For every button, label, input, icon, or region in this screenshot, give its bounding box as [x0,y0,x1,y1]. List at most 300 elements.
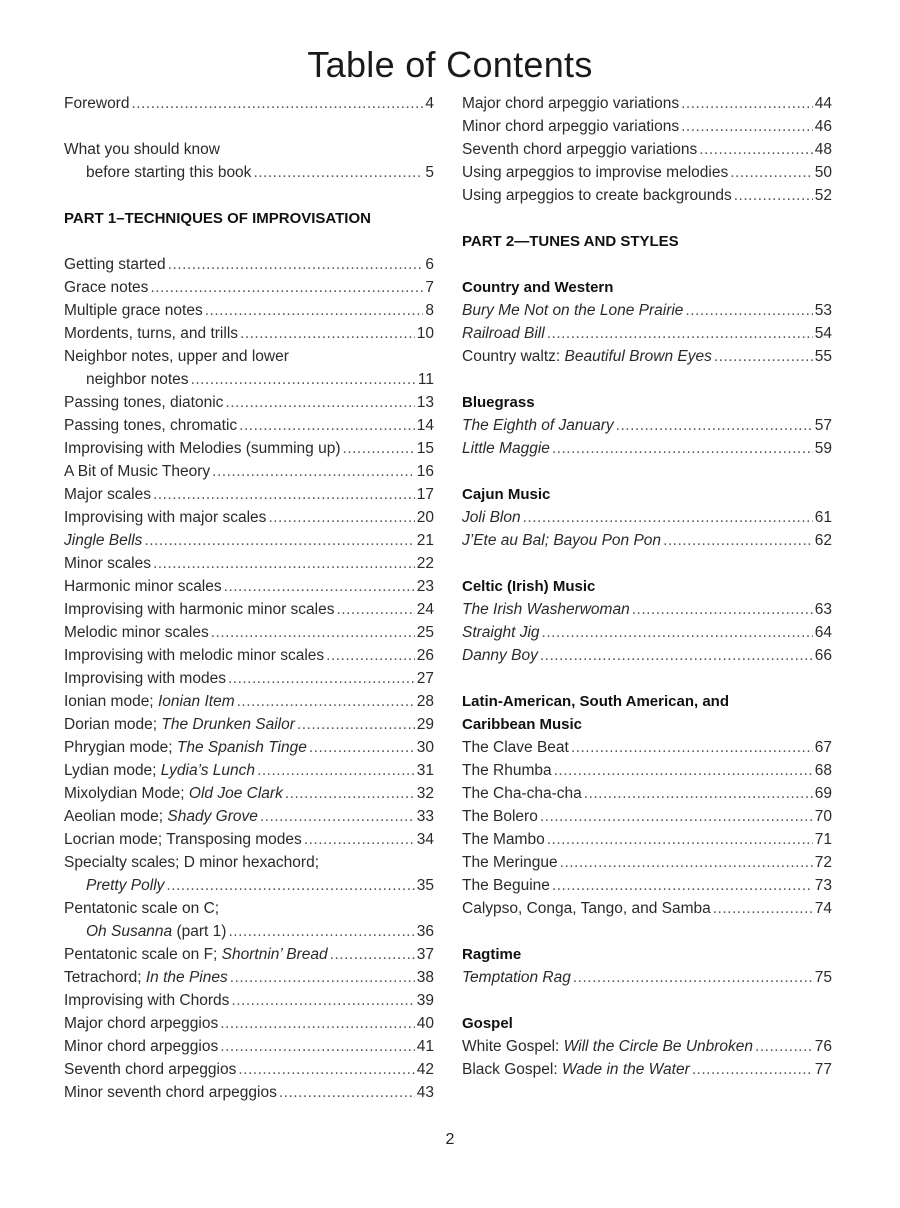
toc-entry-title: Phrygian mode; The Spanish Tinge [64,739,307,756]
dot-leader [571,736,813,759]
toc-entry[interactable] [64,966,434,989]
toc-page-number: 77 [814,1061,832,1078]
toc-entry[interactable] [462,1035,832,1058]
toc-entry-title [462,644,538,667]
toc-entry[interactable] [64,299,434,322]
toc-entry[interactable] [462,851,832,874]
toc-entry-text: What you should know [64,141,220,158]
toc-page-number: 43 [416,1084,434,1101]
dot-leader [547,828,813,851]
dot-leader [554,759,813,782]
toc-spacer [462,253,832,276]
toc-entry[interactable] [462,529,832,552]
toc-page-number: 15 [416,440,434,457]
page-title: Table of Contents [307,44,593,85]
toc-section-heading: Gospel [462,1015,513,1032]
toc-entry-title: A Bit of Music Theory [64,463,211,480]
dot-leader [540,805,813,828]
toc-page-number: 63 [814,601,832,618]
toc-entry[interactable] [462,759,832,782]
toc-entry-title: Seventh chord arpeggio variations [462,141,698,158]
toc-entry-title: The Rhumba [462,762,552,779]
dot-leader [225,391,414,414]
toc-entry-title [462,529,661,552]
toc-entry-title: The Meringue [462,854,558,871]
toc-entry-title: Minor seventh chord arpeggios [64,1084,277,1101]
toc-page-number: 24 [416,601,434,618]
toc-page-number: 38 [416,969,434,986]
toc-page-number: 29 [416,716,434,733]
dot-leader [540,644,813,667]
toc-entry[interactable] [64,575,434,598]
toc-entry[interactable] [462,644,832,667]
toc-entry[interactable] [64,667,434,690]
toc-entry[interactable] [64,874,434,897]
toc-page-number: 40 [416,1015,434,1032]
toc-entry-tune-title: Shady Grove [167,808,258,825]
toc-entry-title: Black Gospel: Wade in the Water [462,1061,690,1078]
toc-entry-title: Foreword [64,95,130,112]
toc-entry[interactable] [462,345,832,368]
toc-entry-title: Passing tones, diatonic [64,394,224,411]
toc-page-number: 28 [416,693,434,710]
toc-page-number: 27 [416,670,434,687]
dot-leader [681,92,813,115]
toc-entry[interactable] [64,1081,434,1104]
dot-leader [228,920,414,943]
toc-spacer [462,667,832,690]
toc-page-number: 16 [416,463,434,480]
toc-page-number: 10 [416,325,434,342]
toc-entry-title [462,322,545,345]
toc-entry-title: White Gospel: Will the Circle Be Unbroken [462,1038,754,1055]
toc-entry-tune-title: Joli Blon [462,509,521,526]
toc-page-number: 30 [416,739,434,756]
toc-page-number: 6 [425,256,434,273]
toc-entry-title [462,299,683,322]
toc-entry[interactable] [64,690,434,713]
toc-entry[interactable] [462,414,832,437]
toc-page-number: 8 [425,302,434,319]
toc-page-number: 31 [416,762,434,779]
toc-entry-title: Getting started [64,256,166,273]
toc-page-number: 13 [416,394,434,411]
toc-entry[interactable] [462,161,832,184]
toc-entry-title [462,506,521,529]
toc-entry[interactable] [64,920,434,943]
toc-entry[interactable] [462,506,832,529]
toc-page-number: 50 [814,164,832,181]
toc-section-heading: Cajun Music [462,486,551,503]
dot-leader [523,506,813,529]
toc-page-number: 59 [814,440,832,457]
dot-leader [131,92,423,115]
toc-page-number: 17 [416,486,434,503]
toc-page-number: 75 [814,969,832,986]
toc-page-number: 7 [425,279,434,296]
toc-page-number: 74 [814,900,832,917]
toc-entry[interactable] [64,92,434,115]
dot-leader [153,483,415,506]
toc-entry-title: Harmonic minor scales [64,578,222,595]
dot-leader [238,1058,414,1081]
dot-leader [336,598,414,621]
toc-entry-title: Using arpeggios to create backgrounds [462,187,732,204]
toc-entry-tune-title: Bury Me Not on the Lone Prairie [462,302,684,319]
toc-entry-title: Improvising with major scales [64,509,267,526]
toc-entry[interactable] [462,598,832,621]
toc-entry-title: The Mambo [462,831,545,848]
toc-page-number: 53 [814,302,832,319]
dot-leader [685,299,812,322]
toc-entry-title: Lydian mode; Lydia’s Lunch [64,762,256,779]
toc-page-number: 55 [814,348,832,365]
toc-entry[interactable] [64,759,434,782]
toc-page-number: 61 [814,509,832,526]
toc-section-heading: Caribbean Music [462,716,583,733]
toc-entry-title: Calypso, Conga, Tango, and Samba [462,900,711,917]
toc-entry-title: Country waltz: Beautiful Brown Eyes [462,348,712,365]
dot-leader [211,621,415,644]
toc-page-number: 46 [814,118,832,135]
toc-page-number: 62 [814,532,832,549]
toc-entry-text: Pentatonic scale on C; [64,900,220,917]
toc-page-number: 57 [814,417,832,434]
toc-page-number: 42 [416,1061,434,1078]
toc-page-number: 23 [416,578,434,595]
toc-page-number: 14 [416,417,434,434]
toc-entry[interactable] [462,805,832,828]
dot-leader [253,161,423,184]
dot-leader [205,299,424,322]
toc-spacer [64,184,434,207]
page-number: 2 [445,1131,455,1148]
dot-leader [260,805,415,828]
dot-leader [237,690,415,713]
toc-page-number: 20 [416,509,434,526]
dot-leader [552,874,813,897]
toc-page-number: 64 [814,624,832,641]
toc-entry[interactable] [64,322,434,345]
toc-entry-tune-title: The Drunken Sailor [161,716,295,733]
toc-page-number: 26 [416,647,434,664]
toc-page-number: 36 [416,923,434,940]
dot-leader [239,414,415,437]
toc-entry-tune-title: Straight Jig [462,624,540,641]
toc-entry[interactable] [64,598,434,621]
toc-page-number: 25 [416,624,434,641]
dot-leader [713,897,813,920]
toc-spacer [462,460,832,483]
toc-page-number: 44 [814,95,832,112]
dot-leader [230,966,415,989]
toc-entry-text: Neighbor notes, upper and lower [64,348,289,365]
toc-entry[interactable] [462,92,832,115]
toc-entry-title: before starting this book [86,164,252,181]
toc-entry[interactable] [64,483,434,506]
toc-entry[interactable] [462,1058,832,1081]
toc-entry-tune-title: Will the Circle Be Unbroken [563,1038,754,1055]
toc-spacer [64,115,434,138]
toc-entry[interactable] [462,184,832,207]
toc-entry-tune-title: The Eighth of January [462,417,614,434]
dot-leader [755,1035,813,1058]
toc-entry-title: The Beguine [462,877,550,894]
dot-leader [699,138,813,161]
toc-entry-text: Specialty scales; D minor hexachord; [64,854,320,871]
toc-entry-tune-title: Wade in the Water [561,1061,690,1078]
dot-leader [224,575,415,598]
dot-leader [560,851,813,874]
toc-entry-title [462,414,614,437]
toc-page-number: 73 [814,877,832,894]
toc-section-heading: Latin-American, South American, and [462,693,729,710]
toc-entry-title: Improvising with harmonic minor scales [64,601,335,618]
toc-entry[interactable] [64,805,434,828]
dot-leader [191,368,416,391]
toc-left-column [64,92,434,1104]
toc-entry-tune-title: Lydia’s Lunch [160,762,256,779]
toc-section-heading: Country and Western [462,279,614,296]
toc-page-number: 54 [814,325,832,342]
toc-spacer [462,207,832,230]
toc-section-heading: PART 2—TUNES AND STYLES [462,233,679,250]
toc-entry-title [462,966,571,989]
toc-entry[interactable] [64,529,434,552]
dot-leader [285,782,415,805]
toc-entry-line [64,851,434,874]
toc-page-number: 52 [814,187,832,204]
toc-entry[interactable] [64,1058,434,1081]
toc-entry-tune-title: Danny Boy [462,647,538,664]
toc-entry[interactable] [462,897,832,920]
toc-entry[interactable] [462,437,832,460]
toc-page-number: 72 [814,854,832,871]
toc-entry[interactable] [64,552,434,575]
toc-entry[interactable] [64,1012,434,1035]
toc-entry[interactable] [462,874,832,897]
toc-section-heading: Bluegrass [462,394,535,411]
dot-leader [309,736,415,759]
toc-entry-title: Improvising with Chords [64,992,230,1009]
toc-entry[interactable] [64,391,434,414]
toc-page-number: 35 [416,877,434,894]
dot-leader [212,460,415,483]
dot-leader [714,345,813,368]
toc-entry-title: The Cha-cha-cha [462,785,582,802]
toc-entry[interactable] [64,368,434,391]
toc-entry[interactable] [64,782,434,805]
toc-page-number: 39 [416,992,434,1009]
toc-page-number: 76 [814,1038,832,1055]
toc-page-number: 66 [814,647,832,664]
toc-entry[interactable] [462,621,832,644]
toc-entry-title [462,621,540,644]
toc-page-number: 71 [814,831,832,848]
toc-page-number: 32 [416,785,434,802]
dot-leader [279,1081,415,1104]
toc-entry-title: neighbor notes [86,371,189,388]
toc-page-number: 34 [416,831,434,848]
toc-entry-tune-title: J’Ete au Bal; Bayou Pon Pon [462,532,662,549]
toc-entry-title: Major chord arpeggios [64,1015,219,1032]
toc-entry-tune-title: The Irish Washerwoman [462,601,630,618]
toc-page-number: 21 [416,532,434,549]
toc-entry-tune-title: The Spanish Tinge [176,739,307,756]
toc-entry-title [462,437,550,460]
toc-section-heading: Ragtime [462,946,522,963]
toc-page-number: 11 [417,371,434,388]
dot-leader [552,437,813,460]
dot-leader [734,184,813,207]
toc-entry[interactable] [64,414,434,437]
dot-leader [573,966,813,989]
dot-leader [150,276,423,299]
toc-entry-title: Ionian mode; Ionian Item [64,693,235,710]
toc-entry[interactable] [462,782,832,805]
toc-spacer [64,230,434,253]
toc-entry-tune-title: Ionian Item [157,693,235,710]
dot-leader [304,828,415,851]
toc-page-number: 37 [416,946,434,963]
dot-leader [231,989,414,1012]
dot-leader [220,1035,415,1058]
toc-entry[interactable] [64,460,434,483]
toc-entry-tune-title: Old Joe Clark [188,785,283,802]
toc-page-number: 22 [416,555,434,572]
toc-entry[interactable] [462,966,832,989]
toc-entry-title: The Bolero [462,808,538,825]
toc-entry[interactable] [64,1035,434,1058]
dot-leader [343,437,415,460]
dot-leader [542,621,813,644]
toc-section-heading: PART 1–TECHNIQUES OF IMPROVISATION [64,210,371,227]
toc-entry-title: The Clave Beat [462,739,569,756]
toc-entry[interactable] [64,989,434,1012]
toc-entry[interactable] [462,138,832,161]
toc-page-number: 70 [814,808,832,825]
toc-entry-title: Locrian mode; Transposing modes [64,831,302,848]
toc-entry-title: Melodic minor scales [64,624,209,641]
dot-leader [692,1058,813,1081]
toc-page-number: 33 [416,808,434,825]
dot-leader [330,943,415,966]
dot-leader [268,506,414,529]
dot-leader [297,713,415,736]
dot-leader [220,1012,415,1035]
toc-entry-tune-title: Temptation Rag [462,969,571,986]
toc-spacer [462,989,832,1012]
toc-page-number: 41 [416,1038,434,1055]
toc-entry-tune-title: Jingle Bells [64,532,143,549]
toc-entry-line [64,345,434,368]
toc-entry-title [86,874,164,897]
toc-entry-title [462,598,630,621]
dot-leader [240,322,415,345]
toc-page-number: 67 [814,739,832,756]
toc-entry[interactable] [462,322,832,345]
dot-leader [730,161,813,184]
toc-entry-line [64,138,434,161]
toc-page-number: 4 [425,95,434,112]
toc-page-number: 68 [814,762,832,779]
toc-entry[interactable] [64,644,434,667]
dot-leader [632,598,813,621]
toc-entry[interactable] [64,828,434,851]
toc-entry[interactable] [64,943,434,966]
toc-entry-tune-title: Little Maggie [462,440,550,457]
toc-entry[interactable] [462,736,832,759]
toc-entry-title: Mixolydian Mode; Old Joe Clark [64,785,283,802]
toc-entry-title: Mordents, turns, and trills [64,325,239,342]
toc-entry-line [64,897,434,920]
dot-leader [616,414,813,437]
toc-entry[interactable] [462,299,832,322]
toc-entry[interactable] [64,713,434,736]
dot-leader [168,253,424,276]
toc-entry-title: Oh Susanna (part 1) [86,923,227,940]
dot-leader [326,644,415,667]
toc-entry-tune-title: Beautiful Brown Eyes [564,348,712,365]
toc-entry[interactable] [462,828,832,851]
toc-entry-title: Seventh chord arpeggios [64,1061,237,1078]
toc-entry[interactable] [64,276,434,299]
toc-spacer [462,552,832,575]
toc-entry-title: Minor chord arpeggios [64,1038,219,1055]
dot-leader [228,667,415,690]
toc-section-heading: Celtic (Irish) Music [462,578,596,595]
toc-entry-title: Improvising with Melodies (summing up) [64,440,341,457]
dot-leader [681,115,813,138]
toc-entry-title: Dorian mode; The Drunken Sailor [64,716,295,733]
toc-spacer [462,920,832,943]
toc-entry[interactable] [64,161,434,184]
dot-leader [547,322,813,345]
toc-spacer [462,368,832,391]
toc-entry[interactable] [64,506,434,529]
toc-entry-title: Minor scales [64,555,151,572]
toc-entry-title: Using arpeggios to improvise melodies [462,164,729,181]
toc-page-number: 48 [814,141,832,158]
toc-entry-title: Pentatonic scale on F; Shortnin’ Bread [64,946,328,963]
toc-entry-tune-title: Shortnin’ Bread [221,946,328,963]
toc-right-column [462,92,832,1081]
toc-entry-title: Major scales [64,486,151,503]
toc-entry-title: Grace notes [64,279,149,296]
toc-entry-title: Major chord arpeggio variations [462,95,680,112]
dot-leader [166,874,414,897]
toc-entry[interactable] [64,253,434,276]
toc-entry-tune-title: In the Pines [145,969,228,986]
toc-entry-tune-title: Oh Susanna [86,923,173,940]
toc-entry-title: Tetrachord; In the Pines [64,969,228,986]
dot-leader [257,759,415,782]
dot-leader [584,782,813,805]
toc-entry[interactable] [64,621,434,644]
toc-entry[interactable] [64,736,434,759]
toc-entry-title: Minor chord arpeggio variations [462,118,680,135]
toc-entry[interactable] [462,115,832,138]
toc-entry-title: Passing tones, chromatic [64,417,238,434]
toc-entry[interactable] [64,437,434,460]
toc-page-number: 5 [425,164,434,181]
toc-entry-title: Multiple grace notes [64,302,203,319]
toc-entry-tune-title: Railroad Bill [462,325,545,342]
toc-entry-tune-title: Pretty Polly [86,877,165,894]
toc-entry-title: Improvising with modes [64,670,226,687]
toc-entry-title: Aeolian mode; Shady Grove [64,808,258,825]
dot-leader [663,529,813,552]
